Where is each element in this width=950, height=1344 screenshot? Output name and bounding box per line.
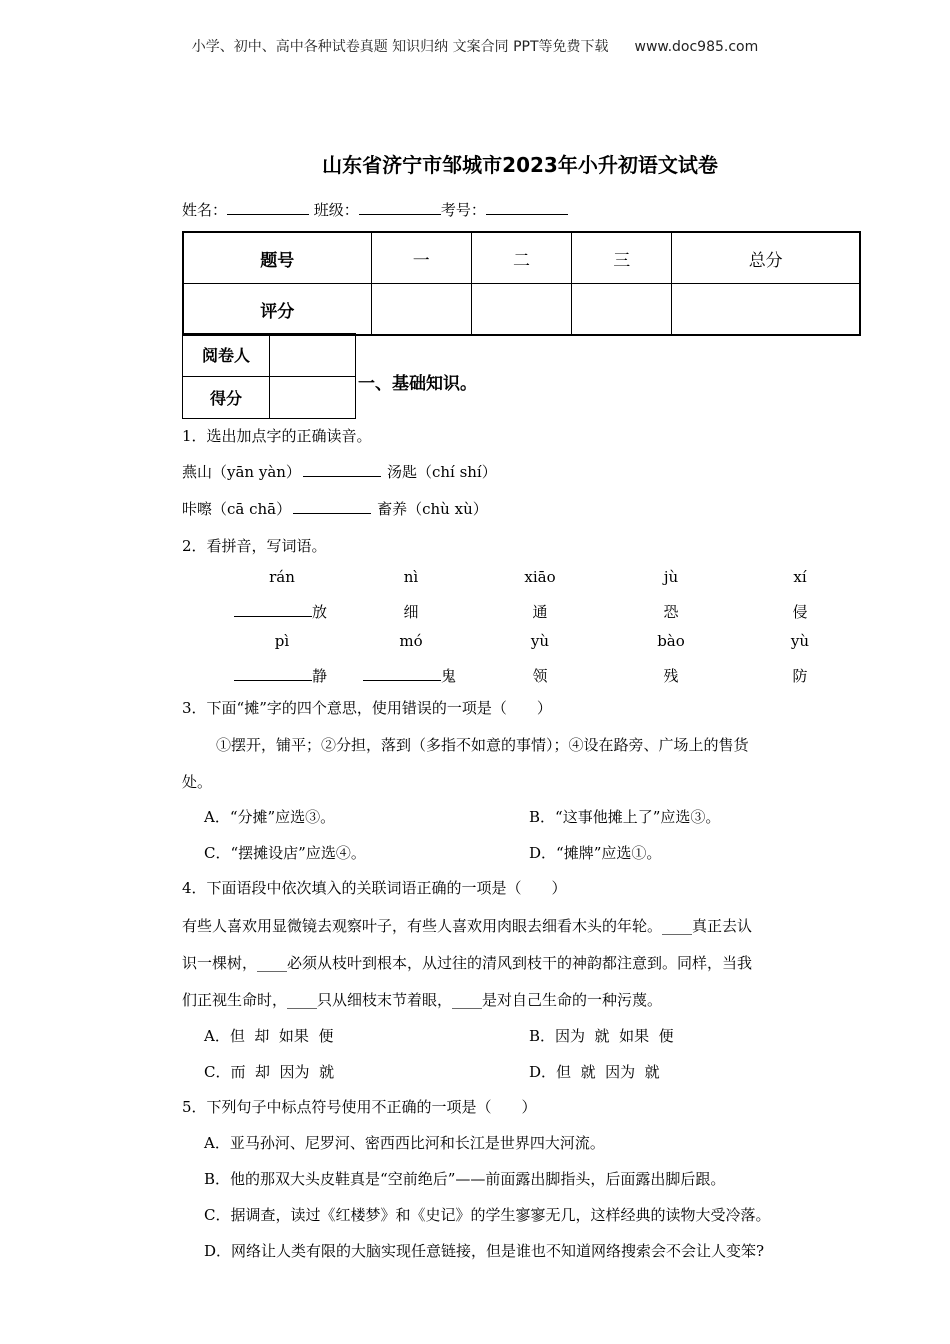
score-table-score-row [183,284,860,336]
header-site: www.doc985.com [634,39,759,55]
q3-text: ①摆开，铺平；②分担，落到（多指不如意的事情）；④设在路旁、广场上的售货 [216,736,749,754]
q2-stem: 2．看拼音，写词语。 [182,537,327,555]
q4-passage: 有些人喜欢用显微镜去观察叶子，有些人喜欢用肉眼去细看木头的年轮。____真正去认 [182,917,753,935]
page-title: 山东省济宁市邹城市2023年小升初语文试卷 [322,153,718,177]
score-cell[interactable] [572,284,672,336]
option-c[interactable]: C．据调查，读过《红楼梦》和《史记》的学生寥寥无几，这样经典的读物大受冷落。 [204,1206,771,1224]
reviewer-cell[interactable] [270,334,356,377]
score-header-cell: 三 [572,232,672,284]
exam-no-blank[interactable] [486,200,568,215]
option-d[interactable]: D．网络让人类有限的大脑实现任意链接，但是谁也不知道网络搜索会不会让人变笨? [204,1242,765,1260]
option-a[interactable]: A．亚马孙河、尼罗河、密西西比河和长江是世界四大河流。 [204,1134,605,1152]
word-char: 细 [403,603,419,621]
q1-item: 汤匙（chí shí） [386,463,497,481]
pinyin: yù [530,632,550,650]
option-b[interactable]: B．因为 就 如果 便 [529,1027,674,1045]
answer-blank[interactable] [363,666,441,681]
word-char: 防 [792,667,808,685]
q1-item: 燕山（yān yàn） [182,463,301,481]
page-header [0,36,950,56]
grader-score-cell[interactable] [270,376,356,419]
score-cell[interactable] [371,284,471,336]
pinyin: bào [657,632,685,650]
q1-item: 畜养（chù xù） [377,500,488,518]
answer-blank[interactable] [293,499,371,514]
name-label: 姓名： [182,201,228,219]
word-char: 静 [312,667,328,685]
class-label: 班级： [313,201,359,219]
q4-stem: 4．下面语段中依次填入的关联词语正确的一项是（ ） [182,879,567,897]
option-c[interactable]: C．而 却 因为 就 [204,1063,335,1081]
word-char: 通 [532,603,548,621]
q4-passage: 们正视生命时，____只从细枝末节着眼，____是对自己生命的一种污蔑。 [182,991,663,1009]
option-b[interactable]: B．“这事他摊上了”应选③。 [529,808,721,826]
option-a[interactable]: A．但 却 如果 便 [204,1027,334,1045]
q1-line2 [182,498,488,519]
class-blank[interactable] [359,200,441,215]
score-table-header-row [183,232,860,284]
q2-word [234,601,327,622]
pinyin: nì [403,568,419,586]
q2-word [363,665,456,686]
score-table [182,231,861,336]
score-cell[interactable] [672,284,860,336]
q1-stem: 1．选出加点字的正确读音。 [182,427,372,445]
score-header-cell: 二 [471,232,571,284]
pinyin: yù [790,632,810,650]
option-c[interactable]: C．“摆摊设店”应选④。 [204,844,366,862]
pinyin: jù [663,568,679,586]
score-row-label: 评分 [183,284,371,336]
word-char: 侵 [792,603,808,621]
exam-no-label: 考号： [440,201,486,219]
q3-text: 处。 [182,773,213,791]
reviewer-label: 阅卷人 [183,334,270,377]
section-heading: 一、基础知识。 [358,374,477,394]
name-blank[interactable] [227,200,309,215]
word-char: 残 [663,667,679,685]
option-b[interactable]: B．他的那双大头皮鞋真是“空前绝后”——前面露出脚指头，后面露出脚后跟。 [204,1170,726,1188]
score-header-cell: 题号 [183,232,371,284]
answer-blank[interactable] [234,666,312,681]
header-text: 小学、初中、高中各种试卷真题 知识归纳 文案合同 PPT等免费下载 [191,39,609,55]
pinyin: pì [274,632,290,650]
option-a[interactable]: A．“分摊”应选③。 [204,808,336,826]
pinyin: xí [793,568,807,586]
option-d[interactable]: D．但 就 因为 就 [529,1063,660,1081]
pinyin: xiāo [524,568,556,586]
score-header-cell: 总分 [672,232,860,284]
option-d[interactable]: D．“摊牌”应选①。 [529,844,662,862]
score-cell[interactable] [471,284,571,336]
word-char: 放 [312,603,328,621]
word-char: 鬼 [441,667,457,685]
q2-word [234,665,327,686]
q3-stem: 3．下面“摊”字的四个意思，使用错误的一项是（ ） [182,699,552,717]
q4-passage: 识一棵树，____必须从枝叶到根本，从过往的清风到枝干的神韵都注意到。同样，当我 [182,954,753,972]
word-char: 领 [532,667,548,685]
q1-line1 [182,461,497,482]
pinyin: rán [269,568,295,586]
grader-score-label: 得分 [183,376,270,419]
q1-item: 咔嚓（cā chā） [182,500,292,518]
word-char: 恐 [663,603,679,621]
grader-table [182,333,356,419]
q5-stem: 5．下列句子中标点符号使用不正确的一项是（ ） [182,1098,537,1116]
answer-blank[interactable] [234,602,312,617]
score-header-cell: 一 [371,232,471,284]
answer-blank[interactable] [303,462,381,477]
pinyin: mó [399,632,423,650]
student-info [182,199,568,220]
